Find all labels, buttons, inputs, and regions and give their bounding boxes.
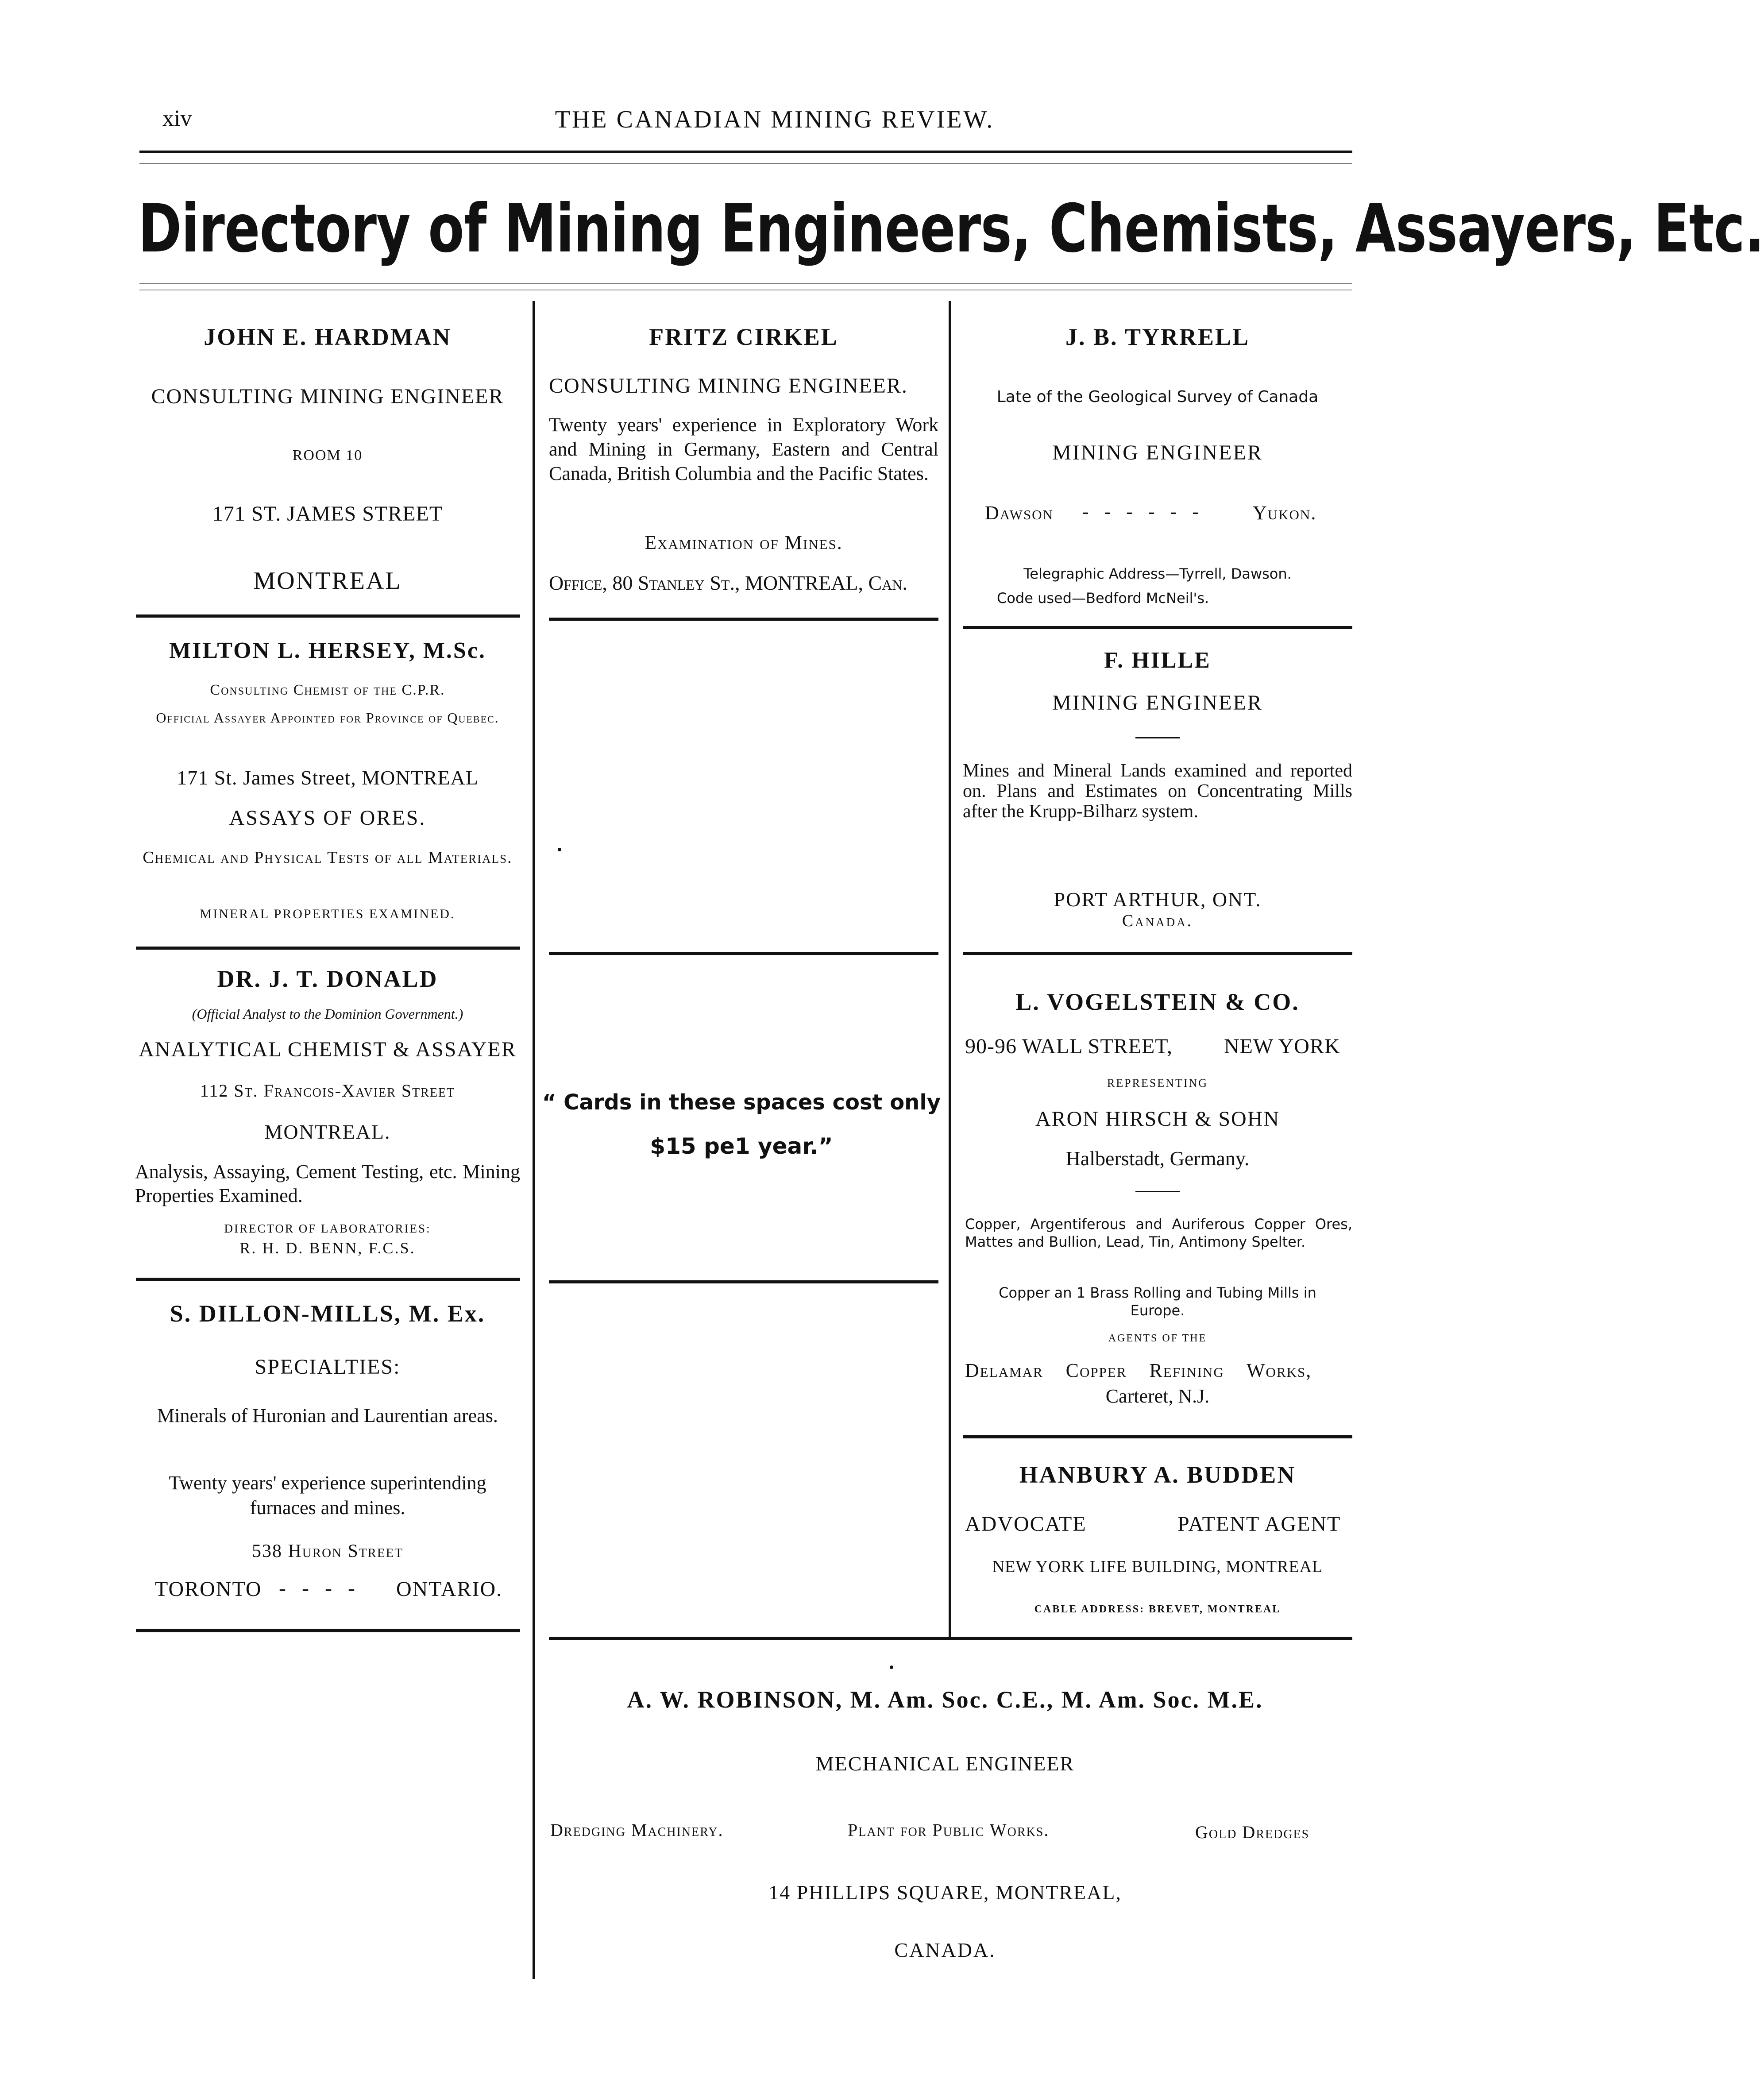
card-name: F. HILLE xyxy=(1104,648,1211,673)
page-title: Directory of Mining Engineers, Chemists, Assayers, Etc. xyxy=(138,190,1764,267)
card-mineral: MINERAL PROPERTIES EXAMINED. xyxy=(200,907,455,921)
card-name: S. DILLON-MILLS, M. Ex. xyxy=(170,1300,486,1327)
card-place-dashes: - - - - - - xyxy=(1082,501,1204,522)
card-services: Analysis, Assaying, Cement Testing, etc. Mining Properties Examined. xyxy=(135,1161,520,1206)
card-name: A. W. ROBINSON, M. Am. Soc. C.E., M. Am. Soc. M.E. xyxy=(627,1686,1263,1713)
card-office: Office, 80 Stanley St., MONTREAL, Can. xyxy=(549,572,907,594)
card-exam: Examination of Mines. xyxy=(645,532,843,553)
card-place-left: Dawson xyxy=(985,502,1054,524)
print-speck xyxy=(558,848,561,851)
card-products: Copper, Argentiferous and Auriferous Copper Ores, Mattes and Bullion, Lead, Tin, Antimony Spelter. xyxy=(965,1216,1352,1250)
card-rule xyxy=(549,1637,1352,1640)
card-experience: Twenty years' experience in Exploratory Work and Mining in Germany, Eastern and Central Canada, British Columbia and the Pacific States. xyxy=(549,414,938,484)
ad-line2: $15 pe1 year.” xyxy=(650,1133,833,1159)
card-address: 171 St. James Street, MONTREAL xyxy=(177,766,479,789)
card-rule xyxy=(136,614,520,618)
card-rule xyxy=(963,1435,1352,1438)
card-mills: Copper an 1 Brass Rolling and Tubing Mills in Europe. xyxy=(999,1284,1316,1319)
card-name: MILTON L. HERSEY, M.Sc. xyxy=(169,638,486,663)
card-title: CONSULTING MINING ENGINEER. xyxy=(549,374,908,398)
card-room: ROOM 10 xyxy=(292,447,363,464)
card-firm: ARON HIRSCH & SOHN xyxy=(1035,1107,1280,1131)
card-experience: Twenty years' experience superintending furnaces and mines. xyxy=(169,1472,486,1519)
card-line2: Official Assayer Appointed for Province of Quebec. xyxy=(156,710,499,726)
card-street: 112 St. Francois-Xavier Street xyxy=(200,1081,455,1101)
card-title: MINING ENGINEER xyxy=(1052,691,1263,715)
card-role-left: ADVOCATE xyxy=(965,1512,1087,1536)
card-agents: AGENTS OF THE xyxy=(1108,1333,1207,1344)
card-country: Canada. xyxy=(1122,912,1193,930)
card-city-left: TORONTO xyxy=(155,1577,262,1601)
card-name: J. B. TYRRELL xyxy=(1065,324,1250,350)
short-rule xyxy=(1135,1191,1180,1192)
card-rule xyxy=(136,947,520,950)
card-line1: Consulting Chemist of the C.P.R. xyxy=(210,682,445,698)
card-rule xyxy=(549,1280,938,1283)
card-item1: Dredging Machinery. xyxy=(550,1820,724,1840)
card-name: DR. J. T. DONALD xyxy=(217,966,438,992)
card-city-dashes: - - - - xyxy=(279,1577,360,1600)
card-late: Late of the Geological Survey of Canada xyxy=(996,388,1319,406)
card-minerals: Minerals of Huronian and Laurentian areas. xyxy=(157,1405,498,1426)
card-cable: CABLE ADDRESS: BREVET, MONTREAL xyxy=(1034,1604,1281,1615)
header-rule xyxy=(139,151,1352,153)
card-rule xyxy=(963,952,1352,955)
card-city: MONTREAL. xyxy=(264,1121,391,1143)
card-name: L. VOGELSTEIN & CO. xyxy=(1015,989,1300,1015)
column-divider-left xyxy=(533,301,535,1979)
card-name: HANBURY A. BUDDEN xyxy=(1019,1461,1296,1488)
card-item2: Plant for Public Works. xyxy=(848,1820,1050,1840)
journal-title: THE CANADIAN MINING REVIEW. xyxy=(555,106,995,133)
card-place-right: Yukon. xyxy=(1253,502,1317,524)
card-rule xyxy=(549,952,938,955)
card-city: PORT ARTHUR, ONT. xyxy=(1054,888,1262,911)
card-building: NEW YORK LIFE BUILDING, MONTREAL xyxy=(992,1557,1323,1576)
card-street: 538 Huron Street xyxy=(251,1541,404,1561)
card-name: JOHN E. HARDMAN xyxy=(204,324,452,350)
card-rule xyxy=(963,626,1352,629)
card-role-right: PATENT AGENT xyxy=(1177,1512,1341,1536)
card-code: Code used—Bedford McNeil's. xyxy=(997,590,1209,607)
card-name: FRITZ CIRKEL xyxy=(649,324,838,350)
card-title: MINING ENGINEER xyxy=(1052,441,1263,464)
card-telegraphic: Telegraphic Address—Tyrrell, Dawson. xyxy=(1023,565,1292,582)
card-title: MECHANICAL ENGINEER xyxy=(815,1752,1075,1775)
short-rule xyxy=(1135,737,1180,738)
card-director-label: DIRECTOR OF LABORATORIES: xyxy=(224,1222,431,1235)
column-divider-right xyxy=(949,301,951,1638)
header-rule-thin xyxy=(139,163,1352,164)
card-representing: REPRESENTING xyxy=(1107,1077,1208,1090)
card-street: 171 ST. JAMES STREET xyxy=(212,502,443,526)
title-rule xyxy=(139,283,1352,284)
card-rule xyxy=(136,1629,520,1632)
card-address-left: 90-96 WALL STREET, xyxy=(965,1035,1173,1058)
card-director-name: R. H. D. BENN, F.C.S. xyxy=(239,1239,416,1257)
card-city-right: ONTARIO. xyxy=(396,1577,503,1601)
card-rule xyxy=(136,1278,520,1281)
card-address: 14 PHILLIPS SQUARE, MONTREAL, xyxy=(768,1881,1122,1904)
card-address-right: NEW YORK xyxy=(1224,1035,1340,1058)
card-rule xyxy=(549,618,938,621)
card-title: ANALYTICAL CHEMIST & ASSAYER xyxy=(139,1038,517,1061)
page-number: xiv xyxy=(162,106,192,131)
print-speck xyxy=(890,1666,893,1669)
card-country: CANADA. xyxy=(894,1939,996,1961)
card-city: MONTREAL xyxy=(253,567,402,595)
card-works-city: Carteret, N.J. xyxy=(1105,1385,1210,1407)
card-firm-city: Halberstadt, Germany. xyxy=(1065,1147,1250,1170)
card-title: CONSULTING MINING ENGINEER xyxy=(151,385,504,408)
card-item3: Gold Dredges xyxy=(1195,1822,1310,1842)
card-assays: ASSAYS OF ORES. xyxy=(229,806,426,830)
card-official: (Official Analyst to the Dominion Government.) xyxy=(192,1006,463,1022)
card-tests: Chemical and Physical Tests of all Materials. xyxy=(143,848,513,867)
card-works: Delamar Copper Refining Works, xyxy=(965,1360,1312,1381)
card-description: Mines and Mineral Lands examined and reported on. Plans and Estimates on Concentrating Mills after the Krupp-Bilharz system. xyxy=(963,761,1352,822)
card-specialties: SPECIALTIES: xyxy=(255,1355,401,1379)
ad-line1: “ Cards in these spaces cost only xyxy=(542,1090,941,1115)
